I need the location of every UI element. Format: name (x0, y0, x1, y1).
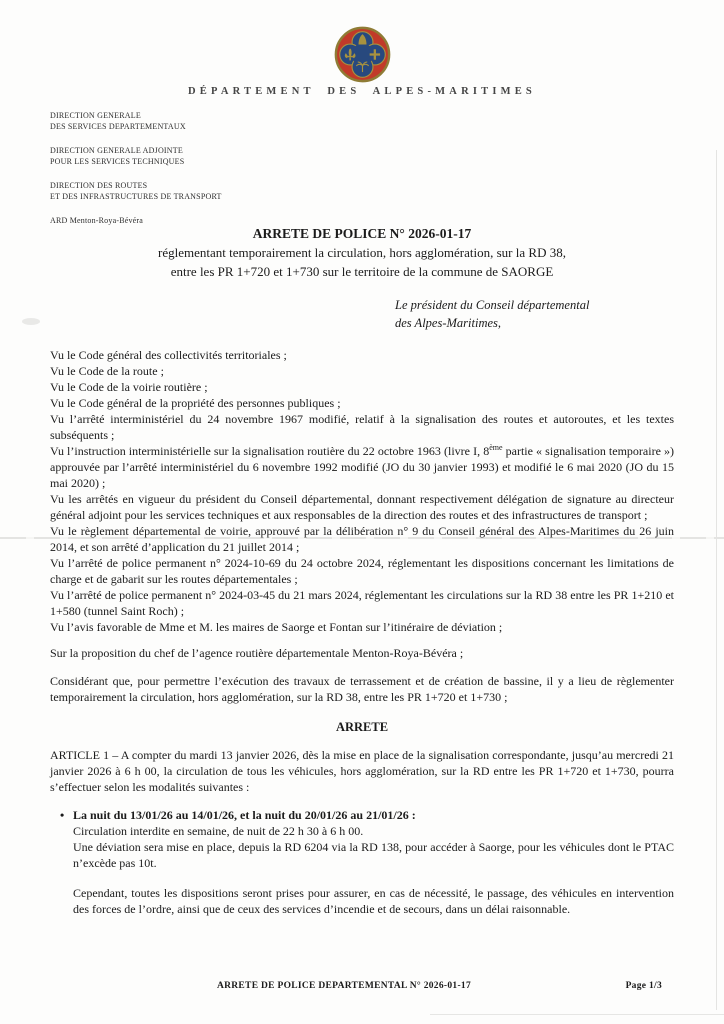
org-block-ard: ARD Menton-Roya-Bévéra (50, 216, 144, 225)
recital-6: Vu l’instruction interministérielle sur la signalisation routière du 22 octobre 1963 (livre I, 8ème partie « signalisation temporaire ») approuvée par l’arrêté interministériel du 6 novembre 1992 modifié (JO du 30 janvier 1993) et modifié le 6 mai 2020 (JO du 15 mai 2020) ; (50, 443, 674, 490)
scan-bottom-line (430, 1014, 724, 1015)
department-emblem-icon (334, 26, 391, 83)
scan-smudge (22, 318, 40, 325)
recital-5: Vu l’arrêté interministériel du 24 novembre 1967 modifié, relatif à la signalisation des routes et autoroutes, et les textes subséquents ; (50, 412, 674, 442)
recital-11: Vu l’avis favorable de Mme et M. les maires de Saorge et Fontan sur l’itinéraire de déviation ; (50, 620, 503, 634)
alpes-maritimes-logo-icon (0, 26, 724, 83)
considerant: Considérant que, pour permettre l’exécution des travaux de terrassement et de création de bassine, il y a lieu de règlementer temporairement la circulation, hors agglomération, sur la RD 38, entre les PR 1+720 et 1+730 ; (50, 674, 674, 704)
recital-1: Vu le Code général des collectivités territoriales ; (50, 348, 287, 362)
doc-title-sub2: entre les PR 1+720 et 1+730 sur le territoire de la commune de SAORGE (170, 264, 554, 279)
recital-10: Vu l’arrêté de police permanent n° 2024-03-45 du 21 mars 2024, réglementant les circulations sur la RD 38 entre les PR 1+210 et 1+580 (tunnel Saint Roch) ; (50, 588, 674, 618)
footer-title: ARRETE DE POLICE DEPARTEMENTAL N° 2026-01-17 (216, 981, 472, 991)
bullet-item (50, 807, 674, 871)
recital-9: Vu l’arrêté de police permanent n° 2024-10-69 du 24 octobre 2024, réglementant les dispositions concernant les limitations de charge et de gabarit sur les routes départementales ; (50, 556, 674, 586)
recital-7: Vu les arrêtés en vigueur du président du Conseil départemental, donnant respectivement délégation de signature au directeur général adjoint pour les services techniques et aux responsables de la direction des routes et des infrastructures de transport ; (50, 492, 674, 522)
bullet-line-1: Circulation interdite en semaine, de nuit de 22 h 30 à 6 h 00. (73, 824, 364, 838)
org-block-direction-adjointe: DIRECTION GENERALE ADJOINTE POUR LES SERVICES TECHNIQUES (50, 146, 185, 166)
recital-4: Vu le Code général de la propriété des personnes publiques ; (50, 396, 341, 410)
org-block-direction-generale: DIRECTION GENERALE DES SERVICES DEPARTEMENTAUX (50, 111, 186, 131)
arrete-heading: ARRETE (335, 720, 389, 734)
recital-3: Vu le Code de la voirie routière ; (50, 380, 208, 394)
scan-edge-line (716, 150, 717, 1010)
recital-8: Vu le règlement départemental de voirie, approuvé par la délibération n° 9 du Conseil général des Alpes-Maritimes du 26 juin 2014, et son arrêté d’application du 21 juillet 2014 ; (50, 524, 674, 554)
doc-title-sub1: réglementant temporairement la circulation, hors agglomération, sur la RD 38, (158, 245, 566, 260)
bullet-line-2: Une déviation sera mise en place, depuis la RD 6204 via la RD 138, pour accéder à Saorge, pour les véhicules dont le PTAC n’excède pas 10t. (73, 840, 674, 870)
bullet-marker-icon: • (60, 808, 65, 822)
org-blocks (50, 111, 310, 227)
org-block-direction-routes: DIRECTION DES ROUTES ET DES INFRASTRUCTURES DE TRANSPORT (50, 181, 222, 201)
department-name: DÉPARTEMENT DES ALPES-MARITIMES (188, 86, 536, 97)
cependant-paragraph: Cependant, toutes les dispositions seront prises pour assurer, en cas de nécessité, le passage, des véhicules en intervention des forces de l’ordre, ainsi que de ceux des services d’incendie et de secours, dans un délai raisonnable. (73, 886, 674, 916)
recital-2: Vu le Code de la route ; (50, 364, 164, 378)
bullet-heading: La nuit du 13/01/26 au 14/01/26, et la nuit du 20/01/26 au 21/01/26 : (73, 808, 416, 822)
salutation: Le président du Conseil départemental des Alpes-Maritimes, (395, 298, 590, 330)
article-1-label: ARTICLE 1 – (50, 748, 121, 762)
doc-title-main: ARRETE DE POLICE N° 2026-01-17 (252, 226, 472, 241)
article-1: ARTICLE 1 – A compter du mardi 13 janvier 2026, dès la mise en place de la signalisation correspondante, jusqu’au mercredi 21 janvier 2026 à 6 h 00, la circulation de tous les véhicules, hors agglomération, sur la RD entre les PR 1+720 et 1+730, pourra s’effectuer selon les modalités suivantes : (50, 748, 675, 794)
document-body (50, 347, 674, 917)
doc-title (50, 224, 674, 281)
page-number: Page 1/3 (625, 981, 662, 991)
proposition: Sur la proposition du chef de l’agence routière départementale Menton-Roya-Bévéra ; (50, 646, 464, 660)
